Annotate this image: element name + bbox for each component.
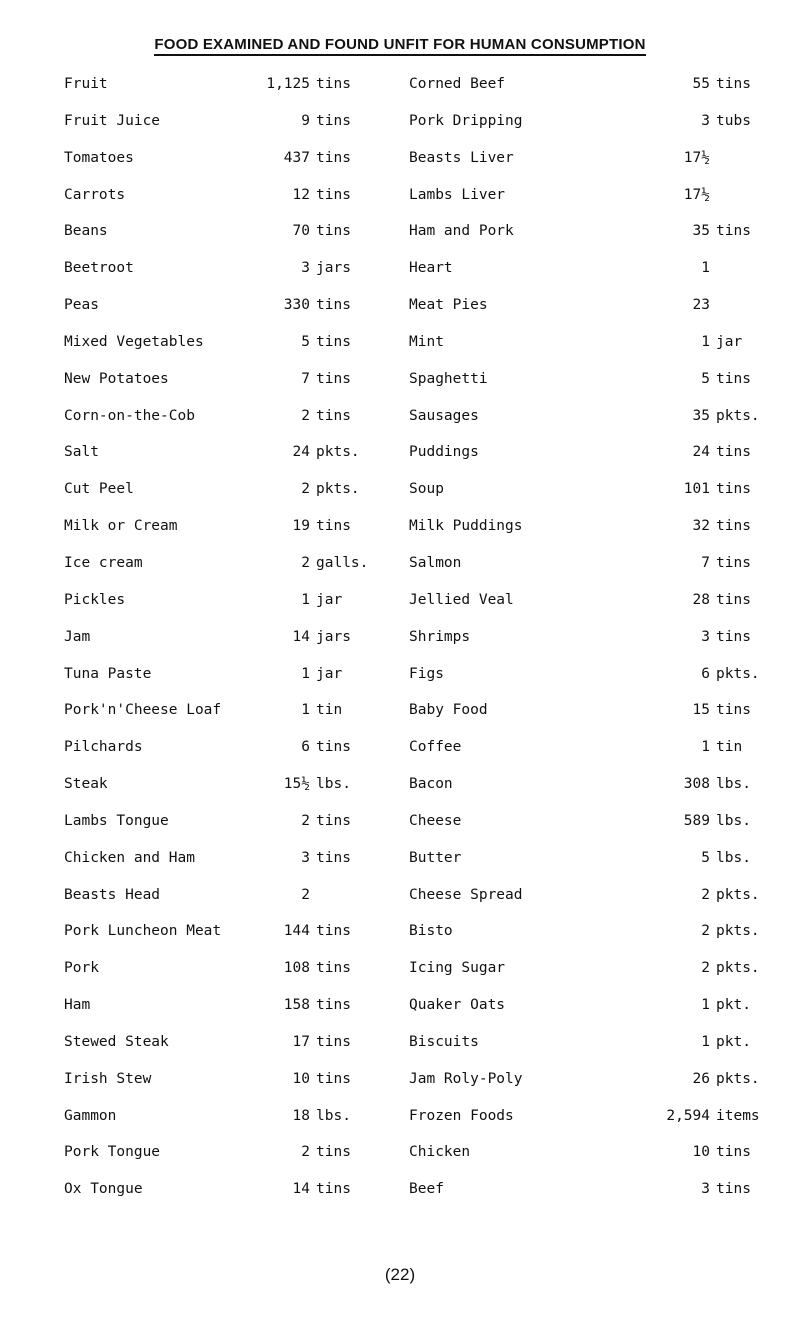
left-item: Jam — [64, 628, 91, 645]
left-quantity: 2 — [301, 812, 310, 829]
table-row — [0, 136, 800, 173]
left-quantity: 158 — [283, 997, 310, 1014]
right-quantity: 15 — [692, 702, 710, 719]
left-quantity: 1 — [301, 591, 310, 608]
left-unit: jars — [316, 628, 351, 645]
left-quantity: 1,125 — [266, 76, 310, 92]
left-quantity: 1 — [301, 702, 310, 719]
right-item: Mint — [409, 333, 444, 350]
right-quantity: 3 — [701, 628, 710, 645]
left-quantity: 1 — [301, 665, 310, 682]
right-quantity: 1 — [701, 260, 710, 277]
right-quantity: 1 — [701, 997, 710, 1014]
left-unit: tins — [316, 297, 351, 314]
right-unit: pkt. — [716, 1033, 751, 1050]
right-quantity: 7 — [701, 554, 710, 571]
right-unit: tins — [716, 76, 751, 92]
left-quantity: 2 — [301, 481, 310, 498]
right-quantity: 2,594 — [666, 1107, 710, 1124]
right-item: Frozen Foods — [409, 1107, 514, 1124]
left-item: Carrots — [64, 186, 126, 203]
left-unit: tins — [316, 812, 351, 829]
right-item: Jellied Veal — [409, 591, 514, 608]
right-item: Spaghetti — [409, 370, 488, 387]
right-unit: pkts. — [716, 1070, 760, 1087]
table-row — [0, 946, 800, 983]
right-quantity: 10 — [692, 1144, 710, 1161]
right-quantity: 35 — [692, 407, 710, 424]
left-item: Tuna Paste — [64, 665, 152, 682]
right-quantity: 23 — [692, 297, 710, 314]
left-quantity: 3 — [301, 260, 310, 277]
right-item: Soup — [409, 481, 444, 498]
table-row — [0, 283, 800, 320]
left-unit: tins — [316, 1181, 351, 1198]
left-item: Cut Peel — [64, 481, 134, 498]
left-unit: tins — [316, 407, 351, 424]
left-item: Beasts Head — [64, 886, 161, 903]
right-item: Biscuits — [409, 1033, 479, 1050]
right-quantity: 6 — [701, 665, 710, 682]
left-quantity: 19 — [292, 518, 310, 535]
table-row — [0, 62, 800, 99]
table-row — [0, 688, 800, 725]
table-row — [0, 430, 800, 467]
right-item: Coffee — [409, 739, 462, 756]
right-unit: jar — [716, 333, 743, 350]
right-unit: tins — [716, 1181, 751, 1198]
right-unit: pkts. — [716, 886, 760, 903]
table-row — [0, 246, 800, 283]
table-row — [0, 762, 800, 799]
left-quantity: 12 — [292, 186, 310, 203]
table-row — [0, 909, 800, 946]
left-unit: tins — [316, 223, 351, 240]
right-item: Ham and Pork — [409, 223, 514, 240]
table-row — [0, 799, 800, 836]
left-unit: galls. — [316, 554, 369, 571]
right-unit: pkts. — [716, 665, 760, 682]
right-unit: tubs — [716, 112, 751, 129]
left-item: Corn-on-the-Cob — [64, 407, 195, 424]
right-unit: tins — [716, 370, 751, 387]
table-row — [0, 836, 800, 873]
right-unit: tin — [716, 739, 743, 756]
right-item: Cheese Spread — [409, 886, 523, 903]
left-item: Tomatoes — [64, 149, 134, 166]
left-quantity: 437 — [283, 149, 310, 166]
right-quantity: 32 — [692, 518, 710, 535]
table-row — [0, 467, 800, 504]
right-item: Chicken — [409, 1144, 471, 1161]
right-item: Sausages — [409, 407, 479, 424]
left-item: Steak — [64, 776, 108, 793]
left-quantity: 2 — [301, 407, 310, 424]
left-item: Chicken and Ham — [64, 849, 195, 866]
table-row — [0, 725, 800, 762]
right-quantity: 35 — [692, 223, 710, 240]
right-unit: tins — [716, 1144, 751, 1161]
left-unit: tins — [316, 333, 351, 350]
right-unit: tins — [716, 702, 751, 719]
left-quantity: 330 — [283, 297, 310, 314]
right-quantity: 3 — [701, 112, 710, 129]
table-row — [0, 173, 800, 210]
right-quantity: 101 — [683, 481, 710, 498]
left-unit: tins — [316, 370, 351, 387]
right-quantity: 1 — [701, 739, 710, 756]
left-unit: tins — [316, 186, 351, 203]
right-unit: pkts. — [716, 923, 760, 940]
left-unit: tins — [316, 849, 351, 866]
table-row — [0, 652, 800, 689]
left-unit: tins — [316, 1144, 351, 1161]
left-item: Milk or Cream — [64, 518, 178, 535]
table-row — [0, 1167, 800, 1204]
right-item: Heart — [409, 260, 453, 277]
table-row — [0, 1130, 800, 1167]
right-unit: lbs. — [716, 812, 751, 829]
left-quantity: 2 — [301, 554, 310, 571]
left-quantity: 9 — [301, 112, 310, 129]
table-row — [0, 1094, 800, 1131]
table-row — [0, 504, 800, 541]
right-item: Salmon — [409, 554, 462, 571]
left-unit: tins — [316, 149, 351, 166]
left-item: Salt — [64, 444, 99, 461]
left-quantity: 5 — [301, 333, 310, 350]
left-unit: tin — [316, 702, 343, 719]
table-row — [0, 615, 800, 652]
page-title-text: FOOD EXAMINED AND FOUND UNFIT FOR HUMAN CONSUMPTION — [154, 36, 645, 56]
table-row — [0, 1020, 800, 1057]
left-item: Ox Tongue — [64, 1181, 143, 1198]
page-title — [0, 36, 800, 53]
right-item: Figs — [409, 665, 444, 682]
right-quantity: 17½ — [683, 149, 710, 166]
left-quantity: 70 — [292, 223, 310, 240]
left-quantity: 17 — [292, 1033, 310, 1050]
right-quantity: 28 — [692, 591, 710, 608]
right-quantity: 55 — [692, 76, 710, 92]
table-row — [0, 99, 800, 136]
left-unit: pkts. — [316, 481, 360, 498]
left-unit: tins — [316, 923, 351, 940]
left-unit: tins — [316, 997, 351, 1014]
right-quantity: 3 — [701, 1181, 710, 1198]
left-unit: lbs. — [316, 1107, 351, 1124]
right-unit: tins — [716, 444, 751, 461]
table-row — [0, 394, 800, 431]
left-unit: tins — [316, 518, 351, 535]
left-item: Pickles — [64, 591, 126, 608]
right-unit: tins — [716, 223, 751, 240]
right-item: Bacon — [409, 776, 453, 793]
left-item: Fruit — [64, 76, 108, 92]
left-quantity: 15½ — [283, 776, 310, 793]
left-item: Pork Tongue — [64, 1144, 161, 1161]
right-item: Meat Pies — [409, 297, 488, 314]
left-quantity: 2 — [301, 1144, 310, 1161]
right-item: Corned Beef — [409, 76, 506, 92]
left-unit: jar — [316, 665, 343, 682]
left-quantity: 14 — [292, 1181, 310, 1198]
left-item: Pork Luncheon Meat — [64, 923, 222, 940]
left-quantity: 144 — [283, 923, 310, 940]
table-row — [0, 873, 800, 910]
table-row — [0, 541, 800, 578]
right-item: Beasts Liver — [409, 149, 514, 166]
left-item: Mixed Vegetables — [64, 333, 204, 350]
left-quantity: 18 — [292, 1107, 310, 1124]
right-item: Milk Puddings — [409, 518, 523, 535]
page-number: (22) — [384, 1265, 416, 1284]
left-item: Beans — [64, 223, 108, 240]
table-row — [0, 209, 800, 246]
left-item: New Potatoes — [64, 370, 169, 387]
right-quantity: 2 — [701, 886, 710, 903]
table-row — [0, 578, 800, 615]
left-unit: tins — [316, 112, 351, 129]
table-row — [0, 983, 800, 1020]
left-item: Gammon — [64, 1107, 117, 1124]
right-unit: lbs. — [716, 776, 751, 793]
left-quantity: 108 — [283, 960, 310, 977]
left-unit: jars — [316, 260, 351, 277]
left-item: Ham — [64, 997, 91, 1014]
left-unit: jar — [316, 591, 343, 608]
left-unit: pkts. — [316, 444, 360, 461]
right-quantity: 1 — [701, 1033, 710, 1050]
left-item: Pork — [64, 960, 99, 977]
right-unit: tins — [716, 628, 751, 645]
left-item: Fruit Juice — [64, 112, 161, 129]
food-table — [0, 62, 800, 1204]
right-unit: tins — [716, 518, 751, 535]
right-item: Baby Food — [409, 702, 488, 719]
right-unit: pkts. — [716, 407, 760, 424]
right-quantity: 589 — [683, 812, 710, 829]
right-item: Quaker Oats — [409, 997, 506, 1014]
right-item: Pork Dripping — [409, 112, 523, 129]
left-unit: tins — [316, 76, 351, 92]
left-item: Pork'n'Cheese Loaf — [64, 702, 222, 719]
right-unit: tins — [716, 554, 751, 571]
left-item: Ice cream — [64, 554, 143, 571]
right-item: Cheese — [409, 812, 462, 829]
right-quantity: 24 — [692, 444, 710, 461]
right-quantity: 2 — [701, 960, 710, 977]
table-row — [0, 357, 800, 394]
left-unit: tins — [316, 1070, 351, 1087]
left-unit: tins — [316, 1033, 351, 1050]
left-item: Lambs Tongue — [64, 812, 169, 829]
right-unit: tins — [716, 481, 751, 498]
right-item: Butter — [409, 849, 462, 866]
right-unit: tins — [716, 591, 751, 608]
left-item: Beetroot — [64, 260, 134, 277]
left-quantity: 14 — [292, 628, 310, 645]
left-unit: lbs. — [316, 776, 351, 793]
right-item: Lambs Liver — [409, 186, 506, 203]
right-unit: pkt. — [716, 997, 751, 1014]
left-quantity: 2 — [301, 886, 310, 903]
left-unit: tins — [316, 960, 351, 977]
right-item: Icing Sugar — [409, 960, 506, 977]
table-row — [0, 320, 800, 357]
right-unit: lbs. — [716, 849, 751, 866]
left-quantity: 6 — [301, 739, 310, 756]
left-item: Pilchards — [64, 739, 143, 756]
right-quantity: 2 — [701, 923, 710, 940]
right-quantity: 308 — [683, 776, 710, 793]
right-quantity: 5 — [701, 370, 710, 387]
right-item: Shrimps — [409, 628, 471, 645]
right-quantity: 17½ — [683, 186, 710, 203]
right-item: Puddings — [409, 444, 479, 461]
right-unit: items — [716, 1107, 760, 1124]
right-quantity: 1 — [701, 333, 710, 350]
right-item: Bisto — [409, 923, 453, 940]
table-row — [0, 1057, 800, 1094]
left-quantity: 10 — [292, 1070, 310, 1087]
right-item: Beef — [409, 1181, 444, 1198]
left-unit: tins — [316, 739, 351, 756]
left-item: Stewed Steak — [64, 1033, 169, 1050]
right-unit: pkts. — [716, 960, 760, 977]
left-item: Irish Stew — [64, 1070, 152, 1087]
right-quantity: 5 — [701, 849, 710, 866]
right-quantity: 26 — [692, 1070, 710, 1087]
left-quantity: 3 — [301, 849, 310, 866]
left-quantity: 24 — [292, 444, 310, 461]
left-item: Peas — [64, 297, 99, 314]
right-item: Jam Roly-Poly — [409, 1070, 523, 1087]
left-quantity: 7 — [301, 370, 310, 387]
